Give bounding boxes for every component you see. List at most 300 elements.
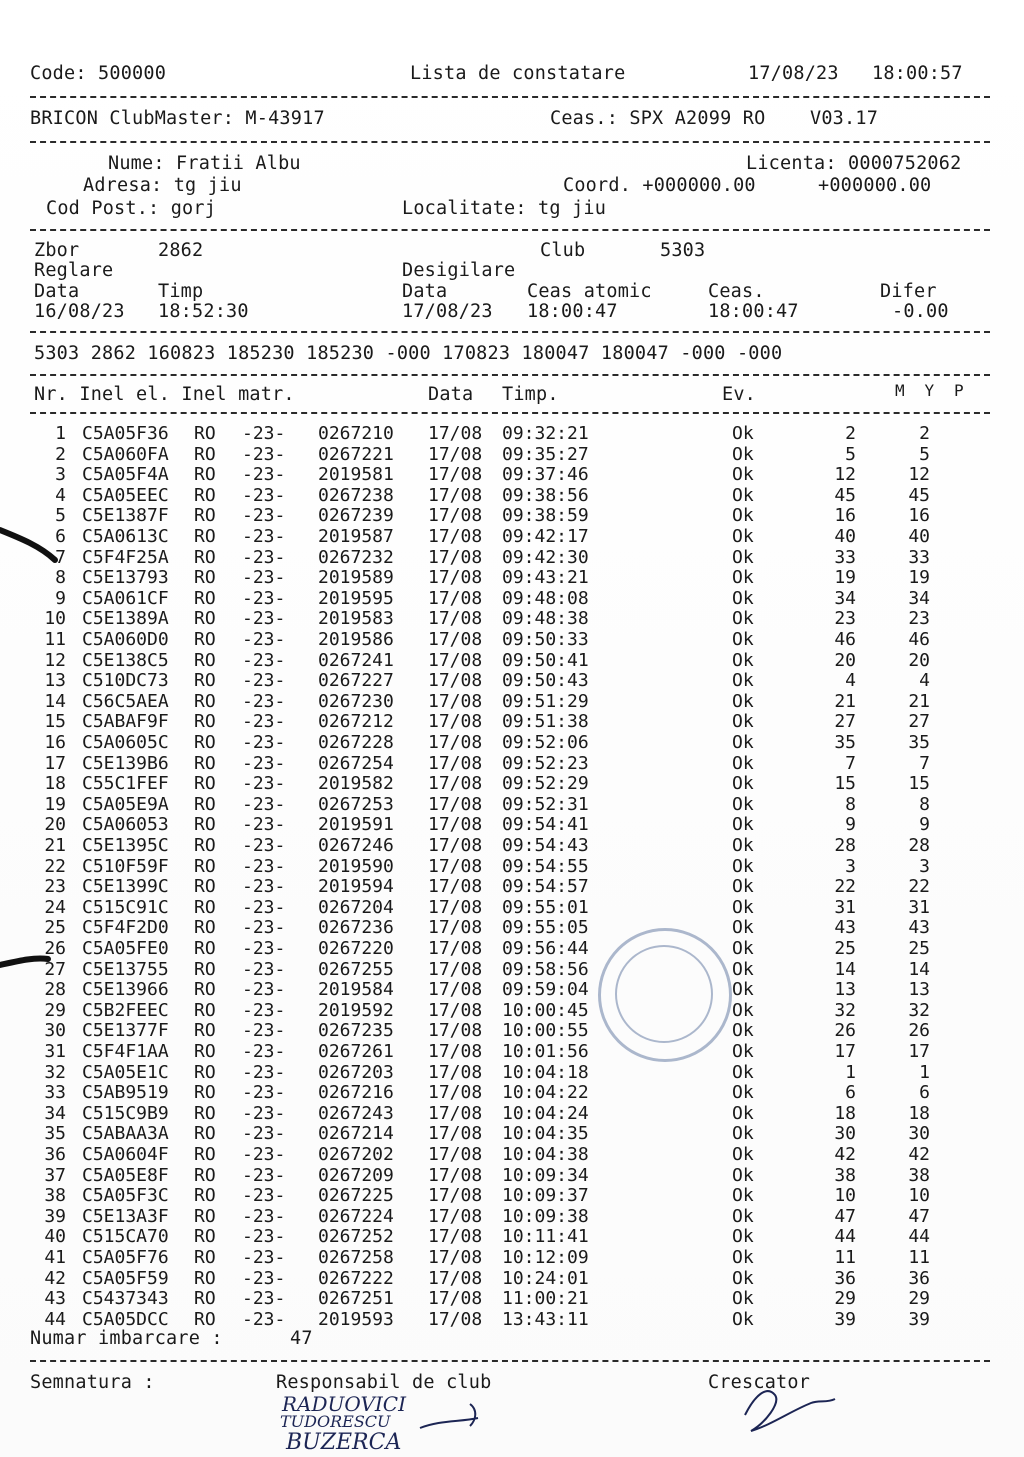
event-status: Ok bbox=[732, 649, 754, 671]
row-number: 10 bbox=[44, 608, 66, 630]
ring-year: -23- bbox=[242, 464, 286, 486]
arrival-time: 10:12:09 bbox=[502, 1247, 589, 1268]
ring-year: -23- bbox=[242, 629, 286, 650]
event-status: Ok bbox=[732, 567, 754, 589]
row-number: 27 bbox=[44, 958, 66, 980]
event-status: Ok bbox=[732, 752, 754, 774]
event-status: Ok bbox=[732, 1144, 754, 1165]
rank-m: 13 bbox=[834, 979, 856, 1001]
ring-year: -23- bbox=[242, 1041, 286, 1062]
date1-label: Data bbox=[34, 281, 80, 302]
country-code: RO bbox=[194, 1267, 216, 1289]
ring-year: -23- bbox=[242, 423, 286, 444]
country-code: RO bbox=[194, 1020, 216, 1042]
ring-serial: 0267230 bbox=[318, 690, 394, 712]
country-code: RO bbox=[194, 1185, 216, 1207]
ring-serial: 0267214 bbox=[318, 1123, 394, 1145]
rank-m: 12 bbox=[834, 464, 856, 486]
arrival-time: 10:00:45 bbox=[502, 999, 589, 1021]
row-number: 4 bbox=[55, 484, 66, 506]
table-header-event: Ev. bbox=[722, 384, 757, 405]
postal-code: Cod Post.: gorj bbox=[46, 198, 217, 219]
ring-year: -23- bbox=[242, 1144, 286, 1165]
rank-m: 19 bbox=[834, 567, 856, 589]
ring-year: -23- bbox=[242, 1267, 286, 1289]
boarding-count-value: 47 bbox=[290, 1328, 313, 1349]
country-code: RO bbox=[194, 1082, 216, 1104]
rank-m: 4 bbox=[845, 670, 856, 692]
report-date: 17/08/23 bbox=[748, 63, 839, 84]
ring-year: -23- bbox=[242, 1226, 286, 1248]
rank-y: 34 bbox=[908, 587, 930, 609]
license: Licenta: 0000752062 bbox=[746, 153, 962, 174]
country-code: RO bbox=[194, 629, 216, 650]
event-status: Ok bbox=[732, 484, 754, 506]
club-label: Club bbox=[540, 240, 586, 261]
arrival-date: 17/08 bbox=[428, 670, 483, 692]
ring-id: C5A05EEC bbox=[82, 484, 169, 506]
arrival-date: 17/08 bbox=[428, 690, 483, 712]
arrival-time: 09:51:29 bbox=[502, 690, 589, 712]
country-code: RO bbox=[194, 732, 216, 753]
arrival-time: 10:04:24 bbox=[502, 1102, 589, 1124]
event-status: Ok bbox=[732, 1247, 754, 1268]
ring-year: -23- bbox=[242, 814, 286, 836]
country-code: RO bbox=[194, 690, 216, 712]
code-label: Code: 500000 bbox=[30, 63, 167, 84]
rank-y: 18 bbox=[908, 1102, 930, 1124]
row-number: 39 bbox=[44, 1205, 66, 1227]
arrival-date: 17/08 bbox=[428, 526, 483, 547]
row-number: 11 bbox=[44, 629, 66, 650]
arrival-date: 17/08 bbox=[428, 546, 483, 568]
country-code: RO bbox=[194, 443, 216, 465]
arrival-date: 17/08 bbox=[428, 1288, 483, 1310]
ring-id: C5E1399C bbox=[82, 876, 169, 898]
ring-year: -23- bbox=[242, 711, 286, 733]
event-status: Ok bbox=[732, 1226, 754, 1248]
ring-year: -23- bbox=[242, 999, 286, 1021]
table-header-time: Timp. bbox=[502, 384, 559, 405]
ring-serial: 2019581 bbox=[318, 464, 394, 486]
ring-serial: 0267238 bbox=[318, 484, 394, 506]
event-status: Ok bbox=[732, 896, 754, 918]
event-status: Ok bbox=[732, 938, 754, 959]
ring-year: -23- bbox=[242, 752, 286, 774]
ring-id: C5E1377F bbox=[82, 1020, 169, 1042]
ring-serial: 2019592 bbox=[318, 999, 394, 1021]
ring-serial: 0267236 bbox=[318, 917, 394, 939]
ring-id: C5A060FA bbox=[82, 443, 169, 465]
arrival-time: 09:52:31 bbox=[502, 793, 589, 815]
country-code: RO bbox=[194, 649, 216, 671]
arrival-time: 09:32:21 bbox=[502, 423, 589, 444]
country-code: RO bbox=[194, 855, 216, 877]
country-code: RO bbox=[194, 958, 216, 980]
breeder-label: Crescator bbox=[708, 1372, 811, 1393]
ring-id: C510DC73 bbox=[82, 670, 169, 692]
arrival-time: 10:24:01 bbox=[502, 1267, 589, 1289]
ring-id: C5A061CF bbox=[82, 587, 169, 609]
country-code: RO bbox=[194, 773, 216, 795]
ring-serial: 0267251 bbox=[318, 1288, 394, 1310]
clubmaster-label: BRICON ClubMaster: M-43917 bbox=[30, 108, 325, 129]
row-number: 17 bbox=[44, 752, 66, 774]
row-number: 18 bbox=[44, 773, 66, 795]
ring-id: C510F59F bbox=[82, 855, 169, 877]
event-status: Ok bbox=[732, 464, 754, 486]
event-status: Ok bbox=[732, 1082, 754, 1104]
country-code: RO bbox=[194, 938, 216, 959]
rank-y: 17 bbox=[908, 1041, 930, 1062]
country-code: RO bbox=[194, 1164, 216, 1186]
ring-id: C5A05E8F bbox=[82, 1164, 169, 1186]
country-code: RO bbox=[194, 1308, 216, 1330]
arrival-date: 17/08 bbox=[428, 896, 483, 918]
ring-serial: 0267235 bbox=[318, 1020, 394, 1042]
ring-year: -23- bbox=[242, 587, 286, 609]
rank-y: 2 bbox=[919, 423, 930, 444]
ring-year: -23- bbox=[242, 608, 286, 630]
rank-m: 17 bbox=[834, 1041, 856, 1062]
ring-serial: 0267227 bbox=[318, 670, 394, 692]
club-value: 5303 bbox=[660, 240, 706, 261]
ring-id: C5A05F4A bbox=[82, 464, 169, 486]
date1-value: 16/08/23 bbox=[34, 301, 125, 322]
rank-y: 46 bbox=[908, 629, 930, 650]
row-number: 29 bbox=[44, 999, 66, 1021]
rank-m: 38 bbox=[834, 1164, 856, 1186]
ring-serial: 2019586 bbox=[318, 629, 394, 650]
ring-serial: 0267239 bbox=[318, 505, 394, 527]
row-number: 12 bbox=[44, 649, 66, 671]
report-title: Lista de constatare bbox=[410, 63, 626, 84]
rank-m: 18 bbox=[834, 1102, 856, 1124]
rank-y: 29 bbox=[908, 1288, 930, 1310]
arrival-date: 17/08 bbox=[428, 835, 483, 856]
rank-y: 9 bbox=[919, 814, 930, 836]
rank-y: 20 bbox=[908, 649, 930, 671]
rank-y: 3 bbox=[919, 855, 930, 877]
rank-m: 21 bbox=[834, 690, 856, 712]
rank-y: 6 bbox=[919, 1082, 930, 1104]
rank-m: 14 bbox=[834, 958, 856, 980]
arrival-date: 17/08 bbox=[428, 1164, 483, 1186]
event-status: Ok bbox=[732, 690, 754, 712]
country-code: RO bbox=[194, 1226, 216, 1248]
ring-id: C5A05FE0 bbox=[82, 938, 169, 959]
arrival-time: 10:04:35 bbox=[502, 1123, 589, 1145]
ring-id: C5A05F3C bbox=[82, 1185, 169, 1207]
clock-label: Ceas.: SPX A2099 RO bbox=[550, 108, 766, 129]
version-label: V03.17 bbox=[810, 108, 879, 129]
arrival-time: 09:56:44 bbox=[502, 938, 589, 959]
country-code: RO bbox=[194, 587, 216, 609]
ring-serial: 0267254 bbox=[318, 752, 394, 774]
event-status: Ok bbox=[732, 814, 754, 836]
rank-m: 8 bbox=[845, 793, 856, 815]
country-code: RO bbox=[194, 835, 216, 856]
ring-id: C5B2FEEC bbox=[82, 999, 169, 1021]
rank-m: 34 bbox=[834, 587, 856, 609]
arrival-time: 09:54:43 bbox=[502, 835, 589, 856]
rank-y: 38 bbox=[908, 1164, 930, 1186]
row-number: 42 bbox=[44, 1267, 66, 1289]
arrival-date: 17/08 bbox=[428, 999, 483, 1021]
ring-year: -23- bbox=[242, 1102, 286, 1124]
event-status: Ok bbox=[732, 1267, 754, 1289]
rank-m: 45 bbox=[834, 484, 856, 506]
arrival-date: 17/08 bbox=[428, 1205, 483, 1227]
country-code: RO bbox=[194, 1061, 216, 1083]
ring-id: C5A060D0 bbox=[82, 629, 169, 650]
country-code: RO bbox=[194, 464, 216, 486]
ring-serial: 2019593 bbox=[318, 1308, 394, 1330]
ring-id: C5E13966 bbox=[82, 979, 169, 1001]
row-number: 21 bbox=[44, 835, 66, 856]
rank-m: 20 bbox=[834, 649, 856, 671]
ring-year: -23- bbox=[242, 1185, 286, 1207]
club-responsible-label: Responsabil de club bbox=[276, 1372, 492, 1393]
event-status: Ok bbox=[732, 1041, 754, 1062]
country-code: RO bbox=[194, 752, 216, 774]
arrival-time: 09:43:21 bbox=[502, 567, 589, 589]
rank-m: 47 bbox=[834, 1205, 856, 1227]
row-number: 13 bbox=[44, 670, 66, 692]
rank-y: 33 bbox=[908, 546, 930, 568]
event-status: Ok bbox=[732, 1020, 754, 1042]
ring-serial: 0267216 bbox=[318, 1082, 394, 1104]
ring-year: -23- bbox=[242, 1164, 286, 1186]
arrival-time: 10:01:56 bbox=[502, 1041, 589, 1062]
rank-m: 46 bbox=[834, 629, 856, 650]
arrival-time: 10:09:38 bbox=[502, 1205, 589, 1227]
diff-label: Difer bbox=[880, 281, 937, 302]
ring-serial: 0267210 bbox=[318, 423, 394, 444]
country-code: RO bbox=[194, 567, 216, 589]
arrival-time: 09:54:41 bbox=[502, 814, 589, 836]
ring-id: C55C1FEF bbox=[82, 773, 169, 795]
ring-id: C5F4F2D0 bbox=[82, 917, 169, 939]
event-status: Ok bbox=[732, 1185, 754, 1207]
arrival-date: 17/08 bbox=[428, 1247, 483, 1268]
arrival-time: 09:37:46 bbox=[502, 464, 589, 486]
ring-id: C515CA70 bbox=[82, 1226, 169, 1248]
arrival-date: 17/08 bbox=[428, 1308, 483, 1330]
clock2-label: Ceas. bbox=[708, 281, 765, 302]
rank-m: 26 bbox=[834, 1020, 856, 1042]
row-number: 26 bbox=[44, 938, 66, 959]
country-code: RO bbox=[194, 979, 216, 1001]
row-number: 2 bbox=[55, 443, 66, 465]
arrival-time: 10:09:37 bbox=[502, 1185, 589, 1207]
row-number: 8 bbox=[55, 567, 66, 589]
row-number: 40 bbox=[44, 1226, 66, 1248]
time-value: 18:52:30 bbox=[158, 301, 249, 322]
country-code: RO bbox=[194, 1247, 216, 1268]
rank-y: 7 bbox=[919, 752, 930, 774]
row-number: 5 bbox=[55, 505, 66, 527]
arrival-date: 17/08 bbox=[428, 773, 483, 795]
event-status: Ok bbox=[732, 670, 754, 692]
ring-id: C5A05F36 bbox=[82, 423, 169, 444]
event-status: Ok bbox=[732, 423, 754, 444]
boarding-count-label: Numar imbarcare : bbox=[30, 1328, 223, 1349]
rank-m: 23 bbox=[834, 608, 856, 630]
arrival-time: 09:50:41 bbox=[502, 649, 589, 671]
table-header-myp: M Y P bbox=[895, 381, 964, 400]
ring-serial: 0267202 bbox=[318, 1144, 394, 1165]
handwritten-signature: BUZERCA bbox=[286, 1430, 402, 1455]
ring-id: C5E13793 bbox=[82, 567, 169, 589]
event-status: Ok bbox=[732, 1205, 754, 1227]
row-number: 28 bbox=[44, 979, 66, 1001]
ring-year: -23- bbox=[242, 1123, 286, 1145]
arrival-date: 17/08 bbox=[428, 1102, 483, 1124]
arrival-date: 17/08 bbox=[428, 567, 483, 589]
arrival-date: 17/08 bbox=[428, 917, 483, 939]
row-number: 16 bbox=[44, 732, 66, 753]
rank-y: 31 bbox=[908, 896, 930, 918]
ring-year: -23- bbox=[242, 690, 286, 712]
rank-m: 32 bbox=[834, 999, 856, 1021]
ring-id: C5E139B6 bbox=[82, 752, 169, 774]
arrival-time: 10:00:55 bbox=[502, 1020, 589, 1042]
country-code: RO bbox=[194, 917, 216, 939]
event-status: Ok bbox=[732, 587, 754, 609]
rank-m: 42 bbox=[834, 1144, 856, 1165]
ring-year: -23- bbox=[242, 1247, 286, 1268]
arrival-date: 17/08 bbox=[428, 484, 483, 506]
rank-m: 36 bbox=[834, 1267, 856, 1289]
ring-year: -23- bbox=[242, 1082, 286, 1104]
coord-label: Coord. +000000.00 bbox=[563, 175, 756, 196]
ring-year: -23- bbox=[242, 1020, 286, 1042]
rank-m: 43 bbox=[834, 917, 856, 939]
rank-m: 29 bbox=[834, 1288, 856, 1310]
row-number: 24 bbox=[44, 896, 66, 918]
arrival-date: 17/08 bbox=[428, 855, 483, 877]
ring-id: C5AB9519 bbox=[82, 1082, 169, 1104]
arrival-time: 09:52:23 bbox=[502, 752, 589, 774]
arrival-time: 09:52:29 bbox=[502, 773, 589, 795]
rank-y: 43 bbox=[908, 917, 930, 939]
arrival-time: 10:04:22 bbox=[502, 1082, 589, 1104]
arrival-date: 17/08 bbox=[428, 629, 483, 650]
handwritten-signature: TUDORESCU bbox=[280, 1412, 391, 1431]
country-code: RO bbox=[194, 711, 216, 733]
rank-y: 11 bbox=[908, 1247, 930, 1268]
ring-id: C5A0613C bbox=[82, 526, 169, 547]
row-number: 1 bbox=[55, 423, 66, 444]
row-number: 37 bbox=[44, 1164, 66, 1186]
arrival-date: 17/08 bbox=[428, 732, 483, 753]
ring-year: -23- bbox=[242, 793, 286, 815]
arrival-date: 17/08 bbox=[428, 649, 483, 671]
rank-y: 22 bbox=[908, 876, 930, 898]
rank-m: 28 bbox=[834, 835, 856, 856]
rank-m: 11 bbox=[834, 1247, 856, 1268]
event-status: Ok bbox=[732, 1061, 754, 1083]
ring-id: C5E1395C bbox=[82, 835, 169, 856]
event-status: Ok bbox=[732, 443, 754, 465]
event-status: Ok bbox=[732, 773, 754, 795]
summary-line: 5303 2862 160823 185230 185230 -000 170823 180047 180047 -000 -000 bbox=[34, 343, 783, 364]
ring-serial: 0267224 bbox=[318, 1205, 394, 1227]
event-status: Ok bbox=[732, 835, 754, 856]
row-number: 30 bbox=[44, 1020, 66, 1042]
ring-serial: 2019582 bbox=[318, 773, 394, 795]
rank-y: 45 bbox=[908, 484, 930, 506]
arrival-date: 17/08 bbox=[428, 1061, 483, 1083]
arrival-time: 09:54:57 bbox=[502, 876, 589, 898]
country-code: RO bbox=[194, 1144, 216, 1165]
row-number: 7 bbox=[55, 546, 66, 568]
rank-y: 8 bbox=[919, 793, 930, 815]
ring-serial: 0267255 bbox=[318, 958, 394, 980]
row-number: 19 bbox=[44, 793, 66, 815]
row-number: 9 bbox=[55, 587, 66, 609]
ring-year: -23- bbox=[242, 546, 286, 568]
event-status: Ok bbox=[732, 876, 754, 898]
country-code: RO bbox=[194, 999, 216, 1021]
event-status: Ok bbox=[732, 732, 754, 753]
arrival-time: 09:54:55 bbox=[502, 855, 589, 877]
rank-m: 33 bbox=[834, 546, 856, 568]
arrival-time: 09:35:27 bbox=[502, 443, 589, 465]
flight-value: 2862 bbox=[158, 240, 204, 261]
arrival-time: 10:04:38 bbox=[502, 1144, 589, 1165]
row-number: 43 bbox=[44, 1288, 66, 1310]
ring-id: C5E13A3F bbox=[82, 1205, 169, 1227]
ring-id: C5A05F76 bbox=[82, 1247, 169, 1268]
country-code: RO bbox=[194, 546, 216, 568]
country-code: RO bbox=[194, 1205, 216, 1227]
arrival-date: 17/08 bbox=[428, 1144, 483, 1165]
rank-m: 40 bbox=[834, 526, 856, 547]
table-header-date: Data bbox=[428, 384, 474, 405]
row-number: 20 bbox=[44, 814, 66, 836]
ring-year: -23- bbox=[242, 876, 286, 898]
rank-y: 1 bbox=[919, 1061, 930, 1083]
clock2-value: 18:00:47 bbox=[708, 301, 799, 322]
rank-m: 7 bbox=[845, 752, 856, 774]
ring-serial: 0267212 bbox=[318, 711, 394, 733]
arrival-time: 09:55:01 bbox=[502, 896, 589, 918]
club-stamp bbox=[598, 928, 732, 1062]
event-status: Ok bbox=[732, 629, 754, 650]
event-status: Ok bbox=[732, 793, 754, 815]
owner-address: Adresa: tg jiu bbox=[83, 175, 242, 196]
ring-year: -23- bbox=[242, 938, 286, 959]
row-number: 3 bbox=[55, 464, 66, 486]
ring-year: -23- bbox=[242, 958, 286, 980]
arrival-time: 09:50:33 bbox=[502, 629, 589, 650]
ring-id: C5E1387F bbox=[82, 505, 169, 527]
country-code: RO bbox=[194, 1123, 216, 1145]
ring-id: C5E138C5 bbox=[82, 649, 169, 671]
ring-id: C5F4F1AA bbox=[82, 1041, 169, 1062]
locality: Localitate: tg jiu bbox=[402, 198, 607, 219]
arrival-date: 17/08 bbox=[428, 814, 483, 836]
country-code: RO bbox=[194, 814, 216, 836]
rank-m: 1 bbox=[845, 1061, 856, 1083]
ring-year: -23- bbox=[242, 505, 286, 527]
unseal-label: Desigilare bbox=[402, 260, 516, 281]
event-status: Ok bbox=[732, 505, 754, 527]
row-number: 15 bbox=[44, 711, 66, 733]
ring-year: -23- bbox=[242, 896, 286, 918]
